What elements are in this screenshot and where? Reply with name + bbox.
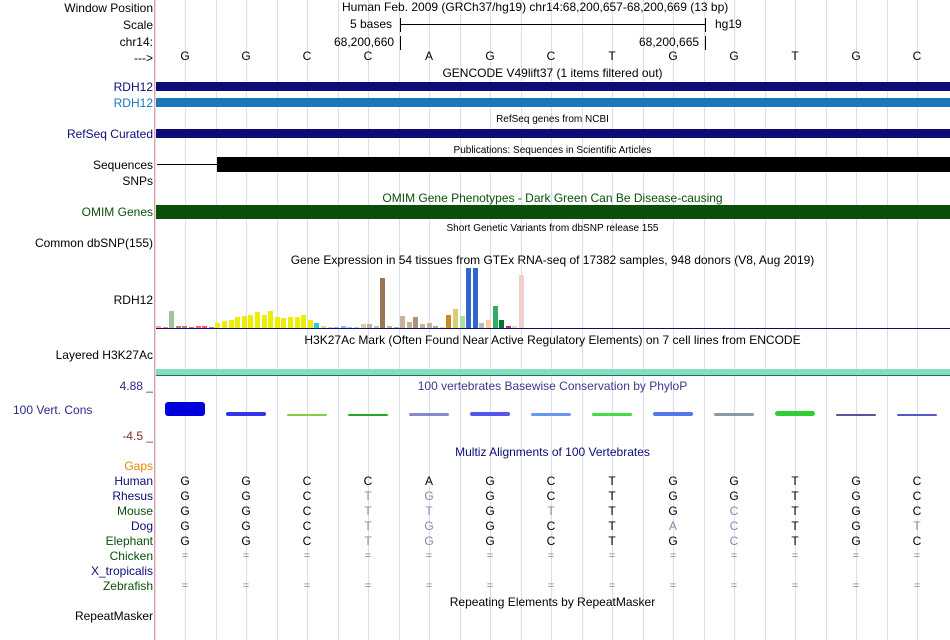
multiz-base: C: [729, 534, 739, 548]
reference-base: A: [424, 49, 433, 63]
phylop-ymin: -4.5 _: [122, 429, 153, 443]
coord-right-tick: [705, 36, 706, 50]
gencode-item-1-bar[interactable]: [156, 82, 950, 91]
multiz-base: G: [729, 474, 739, 488]
multiz-species-label[interactable]: Zebrafish: [102, 579, 153, 593]
multiz-base: G: [485, 504, 495, 518]
multiz-base: T: [913, 519, 921, 533]
multiz-base: C: [912, 489, 922, 503]
multiz-base: =: [608, 580, 616, 592]
multiz-base: T: [608, 489, 616, 503]
multiz-base: =: [913, 580, 921, 592]
gtex-tissue-bar[interactable]: [466, 268, 471, 328]
gtex-tissue-bar[interactable]: [248, 315, 253, 328]
multiz-base: C: [302, 519, 312, 533]
multiz-base: G: [485, 474, 495, 488]
multiz-base: C: [546, 489, 556, 503]
publication-intron-line: [157, 164, 217, 165]
multiz-base: C: [546, 474, 556, 488]
phylop-label[interactable]: 100 Vert. Cons: [13, 403, 93, 417]
gtex-tissue-bar[interactable]: [446, 315, 451, 328]
assembly-position: Human Feb. 2009 (GRCh37/hg19) chr14:68,200,657-68,200,669 (13 bp): [342, 0, 729, 14]
scale-bar-left-tick: [400, 18, 401, 32]
phylop-base-glyph: [836, 414, 876, 416]
multiz-base: =: [242, 580, 250, 592]
multiz-base: =: [303, 580, 311, 592]
multiz-base: C: [302, 534, 312, 548]
label-separator: [154, 0, 155, 640]
scale-text: 5 bases: [350, 17, 393, 31]
multiz-base: G: [424, 519, 434, 533]
multiz-base: =: [852, 580, 860, 592]
reference-base: T: [791, 49, 799, 63]
phylop-base-glyph: [897, 414, 937, 416]
omim-bar[interactable]: [156, 205, 950, 219]
repeatmasker-label[interactable]: RepeatMasker: [74, 609, 153, 623]
gtex-baseline: [156, 328, 950, 329]
gtex-tissue-bar[interactable]: [400, 316, 405, 328]
multiz-base: G: [851, 489, 861, 503]
strand-label[interactable]: --->: [134, 51, 153, 65]
window-position-label: Window Position: [64, 1, 153, 15]
gencode-title[interactable]: GENCODE V49lift37 (1 items filtered out): [442, 66, 663, 80]
multiz-base: G: [241, 504, 251, 518]
multiz-base: C: [363, 474, 373, 488]
multiz-base: T: [791, 519, 799, 533]
multiz-base: T: [547, 504, 555, 518]
gtex-tissue-bar[interactable]: [308, 320, 313, 328]
gtex-tissue-bar[interactable]: [295, 317, 300, 328]
phylop-base-glyph: [165, 402, 205, 416]
phylop-base-glyph: [226, 412, 266, 416]
multiz-base: G: [180, 534, 190, 548]
multiz-base: G: [241, 534, 251, 548]
multiz-base: =: [669, 580, 677, 592]
multiz-base: C: [302, 504, 312, 518]
multiz-base: =: [547, 550, 555, 562]
gtex-title[interactable]: Gene Expression in 54 tissues from GTEx RNA-seq of 17382 samples, 948 donors (V8, Aug 2019): [290, 253, 815, 267]
multiz-base: G: [851, 474, 861, 488]
chrom-label: chr14:: [119, 35, 153, 49]
multiz-base: G: [180, 519, 190, 533]
multiz-base: G: [485, 489, 495, 503]
multiz-base: A: [668, 519, 677, 533]
repeatmasker-title[interactable]: Repeating Elements by RepeatMasker: [449, 595, 656, 609]
gtex-tissue-bar[interactable]: [453, 309, 458, 328]
phylop-base-glyph: [531, 413, 571, 416]
coord-left-tick: [400, 36, 401, 50]
gtex-tissue-bar[interactable]: [281, 318, 286, 328]
multiz-base: T: [425, 504, 433, 518]
multiz-base: G: [180, 489, 190, 503]
h3k27ac-baseline: [156, 375, 950, 376]
phylop-logo[interactable]: [156, 402, 950, 424]
multiz-base: T: [364, 534, 372, 548]
multiz-base: T: [791, 489, 799, 503]
phylop-base-glyph: [287, 414, 327, 416]
multiz-base: G: [851, 519, 861, 533]
h3k27ac-title[interactable]: H3K27Ac Mark (Often Found Near Active Regulatory Elements) on 7 cell lines from ENCODE: [304, 333, 801, 347]
multiz-base: =: [425, 550, 433, 562]
omim-label[interactable]: OMIM Genes: [81, 205, 153, 219]
multiz-base: C: [912, 504, 922, 518]
gencode-item-2-label[interactable]: RDH12: [113, 96, 153, 110]
scale-bar-right-tick: [705, 18, 706, 32]
reference-base: G: [241, 49, 251, 63]
multiz-base: =: [730, 580, 738, 592]
multiz-base: =: [730, 550, 738, 562]
multiz-base: T: [791, 534, 799, 548]
multiz-species-label[interactable]: X_tropicalis: [90, 564, 153, 578]
phylop-base-glyph: [470, 412, 510, 416]
scale-bar: [400, 24, 706, 25]
gtex-label[interactable]: RDH12: [113, 293, 153, 307]
phylop-title[interactable]: 100 vertebrates Basewise Conservation by PhyloP: [417, 379, 688, 393]
omim-title[interactable]: OMIM Gene Phenotypes - Dark Green Can Be Disease-causing: [382, 191, 723, 205]
gtex-tissue-bar[interactable]: [499, 320, 504, 328]
scale-label: Scale: [122, 18, 153, 32]
multiz-base: T: [608, 519, 616, 533]
multiz-base: =: [486, 550, 494, 562]
multiz-base: C: [729, 519, 739, 533]
multiz-title[interactable]: Multiz Alignments of 100 Vertebrates: [455, 445, 650, 459]
dbsnp-label[interactable]: Common dbSNP(155): [34, 236, 153, 250]
gtex-tissue-bar[interactable]: [380, 278, 385, 328]
coord-right: 68,200,665: [639, 35, 700, 49]
multiz-species-label[interactable]: Dog: [130, 519, 153, 533]
phylop-base-glyph: [348, 414, 388, 416]
multiz-base: G: [424, 489, 434, 503]
publication-exon-bar[interactable]: [217, 157, 950, 172]
phylop-base-glyph: [592, 413, 632, 416]
gtex-tissue-bar[interactable]: [268, 311, 273, 328]
multiz-base: G: [180, 474, 190, 488]
phylop-ymax: 4.88 _: [119, 379, 153, 393]
gtex-tissue-bar[interactable]: [460, 316, 465, 328]
gtex-tissue-bar[interactable]: [486, 320, 491, 328]
phylop-base-glyph: [714, 413, 754, 416]
multiz-species-label[interactable]: Mouse: [116, 504, 153, 518]
multiz-base: G: [180, 504, 190, 518]
h3k27ac-label[interactable]: Layered H3K27Ac: [55, 348, 153, 362]
multiz-base: T: [608, 534, 616, 548]
reference-base: G: [485, 49, 495, 63]
gtex-tissue-bar[interactable]: [301, 315, 306, 328]
multiz-base: T: [364, 504, 372, 518]
multiz-base: T: [608, 474, 616, 488]
reference-base: C: [363, 49, 373, 63]
multiz-base: C: [302, 489, 312, 503]
multiz-base: C: [546, 519, 556, 533]
gtex-tissue-bar[interactable]: [255, 312, 260, 328]
multiz-base: C: [302, 474, 312, 488]
gencode-item-2-bar[interactable]: [156, 98, 950, 107]
multiz-base: =: [486, 580, 494, 592]
reference-base: C: [546, 49, 556, 63]
reference-base: G: [851, 49, 861, 63]
multiz-base: C: [546, 534, 556, 548]
multiz-base: G: [241, 519, 251, 533]
multiz-species-label[interactable]: Human: [114, 474, 153, 488]
multiz-base: =: [181, 550, 189, 562]
dbsnp-title[interactable]: Short Genetic Variants from dbSNP release 155: [446, 223, 659, 234]
multiz-base: A: [424, 474, 433, 488]
multiz-base: =: [913, 550, 921, 562]
multiz-base: T: [364, 489, 372, 503]
multiz-base: G: [729, 489, 739, 503]
multiz-base: C: [729, 504, 739, 518]
reference-base: G: [180, 49, 190, 63]
reference-base: T: [608, 49, 616, 63]
reference-base: C: [302, 49, 312, 63]
multiz-base: G: [668, 474, 678, 488]
gencode-item-1-label[interactable]: RDH12: [113, 80, 153, 94]
gtex-tissue-bar[interactable]: [262, 315, 267, 328]
gtex-bar-chart[interactable]: [156, 268, 950, 328]
reference-base: G: [668, 49, 678, 63]
gtex-tissue-bar[interactable]: [413, 317, 418, 328]
multiz-base: =: [791, 580, 799, 592]
reference-base: C: [912, 49, 922, 63]
coord-left: 68,200,660: [334, 35, 395, 49]
multiz-base: G: [485, 519, 495, 533]
multiz-gaps-label[interactable]: Gaps: [124, 459, 153, 473]
multiz-base: =: [425, 580, 433, 592]
multiz-base: T: [791, 474, 799, 488]
multiz-base: G: [668, 504, 678, 518]
multiz-species-label[interactable]: Chicken: [109, 549, 153, 563]
phylop-base-glyph: [775, 411, 815, 416]
multiz-species-label[interactable]: Rhesus: [112, 489, 153, 503]
gtex-tissue-bar[interactable]: [222, 321, 227, 328]
gtex-tissue-bar[interactable]: [493, 306, 498, 328]
multiz-base: G: [241, 474, 251, 488]
phylop-base-glyph: [409, 413, 449, 416]
multiz-base: G: [668, 489, 678, 503]
multiz-base: =: [364, 550, 372, 562]
gtex-tissue-bar[interactable]: [242, 316, 247, 328]
multiz-base: =: [791, 550, 799, 562]
multiz-base: =: [852, 550, 860, 562]
multiz-base: G: [851, 504, 861, 518]
publications-title[interactable]: Publications: Sequences in Scientific Articles: [453, 145, 652, 156]
multiz-base: G: [485, 534, 495, 548]
gtex-tissue-bar[interactable]: [473, 268, 478, 328]
multiz-base: =: [608, 550, 616, 562]
multiz-base: =: [547, 580, 555, 592]
gtex-tissue-bar[interactable]: [288, 317, 293, 328]
multiz-base: T: [791, 504, 799, 518]
multiz-base: =: [303, 550, 311, 562]
gtex-tissue-bar[interactable]: [519, 275, 524, 328]
gtex-tissue-bar[interactable]: [275, 317, 280, 328]
multiz-base: =: [181, 580, 189, 592]
multiz-base: C: [912, 474, 922, 488]
publications-snps-label[interactable]: SNPs: [122, 174, 153, 188]
reference-base: G: [729, 49, 739, 63]
multiz-base: =: [669, 550, 677, 562]
multiz-base: =: [242, 550, 250, 562]
multiz-species-label[interactable]: Elephant: [105, 534, 153, 548]
multiz-base: G: [424, 534, 434, 548]
gtex-tissue-bar[interactable]: [169, 311, 174, 328]
multiz-base: T: [608, 504, 616, 518]
multiz-base: =: [364, 580, 372, 592]
multiz-base: C: [912, 534, 922, 548]
reference-bases[interactable]: [0, 49, 950, 63]
phylop-base-glyph: [653, 412, 693, 416]
refseq-label[interactable]: RefSeq Curated: [66, 127, 153, 141]
publications-sequences-label[interactable]: Sequences: [92, 158, 153, 172]
multiz-base: G: [241, 489, 251, 503]
assembly-tag: hg19: [715, 17, 742, 31]
gtex-tissue-bar[interactable]: [235, 317, 240, 328]
refseq-title[interactable]: RefSeq genes from NCBI: [496, 114, 609, 125]
refseq-bar[interactable]: [156, 129, 950, 138]
multiz-base: T: [364, 519, 372, 533]
gtex-tissue-bar[interactable]: [229, 320, 234, 328]
multiz-base: G: [851, 534, 861, 548]
multiz-base: G: [668, 534, 678, 548]
